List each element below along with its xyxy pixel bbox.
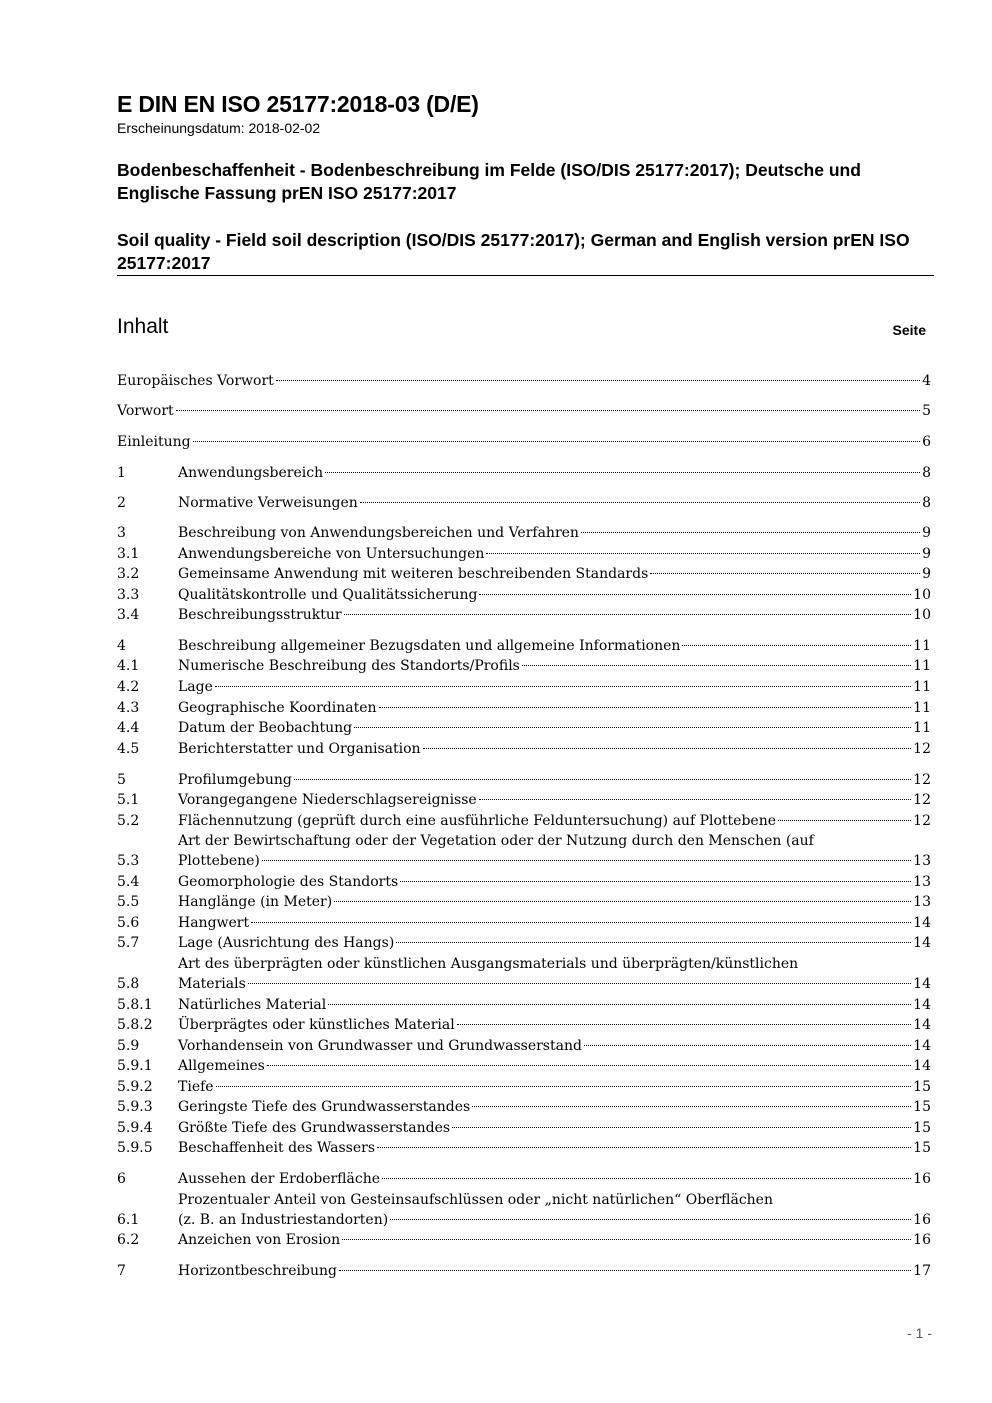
toc-entry-number: 5.9.4: [117, 1120, 153, 1136]
toc-dot-leader: [778, 820, 911, 821]
toc-entry-label: Überprägtes oder künstliches Material: [178, 1017, 455, 1033]
toc-entry-page: 14: [913, 997, 931, 1013]
toc-entry-label: Anzeichen von Erosion: [178, 1232, 341, 1248]
toc-entry[interactable]: [117, 698, 931, 718]
toc-dot-leader: [262, 860, 911, 861]
toc-entry[interactable]: [117, 974, 931, 994]
toc-entry-page: 11: [913, 679, 931, 695]
toc-entry-label: Flächennutzung (geprüft durch eine ausführliche Felduntersuchung) auf Plottebene: [178, 813, 776, 829]
toc-entry[interactable]: [117, 605, 931, 625]
toc-dot-leader: [344, 614, 912, 615]
toc-entry-page: 12: [913, 813, 931, 829]
toc-dot-leader: [193, 441, 921, 442]
toc-entry-number: 5.8.1: [117, 997, 153, 1013]
toc-entry-label: Plottebene): [178, 853, 260, 869]
toc-entry-label: Materials: [178, 976, 246, 992]
toc-entry[interactable]: [117, 790, 931, 810]
toc-dot-leader: [176, 410, 920, 411]
toc-dot-leader: [452, 1127, 911, 1128]
toc-entry-label: Einleitung: [117, 434, 191, 450]
toc-entry-page: 13: [913, 853, 931, 869]
toc-entry[interactable]: [117, 493, 931, 513]
toc-entry[interactable]: [117, 739, 931, 759]
toc-dot-leader: [382, 1178, 911, 1179]
toc-entry-page: 15: [913, 1079, 931, 1095]
toc-entry-continuation: [117, 1190, 931, 1210]
toc-entry-number: 3.3: [117, 587, 140, 603]
toc-entry-number: 4.4: [117, 720, 140, 736]
toc-entry[interactable]: [117, 523, 931, 543]
toc-entry-label: Beschreibungsstruktur: [178, 607, 342, 623]
toc-dot-leader: [377, 1147, 911, 1148]
toc-entry-page: 12: [913, 772, 931, 788]
toc-dot-leader: [325, 472, 920, 473]
toc-entry-label: Vorhandensein von Grundwasser und Grundwasserstand: [178, 1038, 582, 1054]
toc-dot-leader: [486, 553, 920, 554]
toc-entry-page: 13: [913, 874, 931, 890]
toc-dot-leader: [522, 665, 911, 666]
toc-dot-leader: [479, 799, 911, 800]
toc-dot-leader: [650, 573, 920, 574]
document-id: E DIN EN ISO 25177:2018-03 (D/E): [117, 91, 479, 117]
toc-dot-leader: [328, 1004, 911, 1005]
toc-entry-number: 5.7: [117, 935, 140, 951]
toc-entry-number: 5.2: [117, 813, 140, 829]
toc-entry[interactable]: [117, 564, 931, 584]
toc-entry[interactable]: [117, 718, 931, 738]
toc-entry-page: 8: [922, 495, 931, 511]
toc-entry-label: Geographische Koordinaten: [178, 700, 377, 716]
toc-entry-label: Anwendungsbereiche von Untersuchungen: [178, 546, 485, 562]
toc-dot-leader: [267, 1065, 911, 1066]
toc-entry-page: 14: [913, 976, 931, 992]
toc-entry[interactable]: [117, 1261, 931, 1281]
toc-entry-number: 5.9.2: [117, 1079, 153, 1095]
toc-entry-page: 4: [922, 373, 931, 389]
toc-entry-label: Lage (Ausrichtung des Hangs): [178, 935, 395, 951]
toc-entry-number: 5.9.1: [117, 1058, 153, 1074]
toc-entry-number: 6.1: [117, 1212, 140, 1228]
toc-entry-label: Normative Verweisungen: [178, 495, 358, 511]
toc-entry-label-line1: Art des überprägten oder künstlichen Ausgangsmaterials und überprägten/künstlichen: [178, 956, 799, 972]
toc-entry-page: 16: [913, 1171, 931, 1187]
toc-entry-page: 11: [913, 658, 931, 674]
toc-entry-number: 6.2: [117, 1232, 140, 1248]
toc-entry[interactable]: [117, 544, 931, 564]
toc-entry-label: Vorangegangene Niederschlagsereignisse: [178, 792, 477, 808]
toc-entry-page: 16: [913, 1212, 931, 1228]
toc-dot-leader: [472, 1106, 911, 1107]
toc-entry-page: 5: [922, 403, 931, 419]
toc-dot-leader: [682, 645, 911, 646]
toc-entry[interactable]: [117, 1056, 931, 1076]
toc-entry-number: 5.9.3: [117, 1099, 153, 1115]
toc-dot-leader: [390, 1219, 911, 1220]
toc-entry[interactable]: [117, 913, 931, 933]
toc-entry-number: 5: [117, 772, 126, 788]
toc-page-column-label: Seite: [892, 322, 926, 338]
toc-dot-leader: [457, 1024, 911, 1025]
toc-entry[interactable]: [117, 656, 931, 676]
toc-dot-leader: [342, 1239, 911, 1240]
toc-entry-label: Anwendungsbereich: [178, 465, 324, 481]
toc-entry[interactable]: [117, 1230, 931, 1250]
toc-entry-label: Geringste Tiefe des Grundwasserstandes: [178, 1099, 471, 1115]
toc-entry[interactable]: [117, 677, 931, 697]
toc-entry-label: Profilumgebung: [178, 772, 292, 788]
toc-entry[interactable]: [117, 1210, 931, 1230]
toc-entry-number: 5.8: [117, 976, 140, 992]
toc-entry[interactable]: [117, 1015, 931, 1035]
toc-entry-page: 14: [913, 1017, 931, 1033]
toc-entry-label: Beschaffenheit des Wassers: [178, 1140, 375, 1156]
toc-entry-label: Lage: [178, 679, 213, 695]
toc-entry-number: 3: [117, 525, 126, 541]
toc-entry-number: 5.8.2: [117, 1017, 153, 1033]
toc-entry-label: Berichterstatter und Organisation: [178, 741, 421, 757]
toc-entry-page: 15: [913, 1140, 931, 1156]
toc-entry-page: 14: [913, 1058, 931, 1074]
toc-entry-number: 5.3: [117, 853, 140, 869]
publication-date: Erscheinungsdatum: 2018-02-02: [117, 120, 321, 136]
toc-entry-page: 8: [922, 465, 931, 481]
toc-entry-label-line1: Prozentualer Anteil von Gesteinsaufschlüssen oder „nicht natürlichen“ Oberflächen: [178, 1192, 773, 1208]
toc-entry[interactable]: [117, 401, 931, 421]
toc-entry-number: 6: [117, 1171, 126, 1187]
toc-entry-number: 5.6: [117, 915, 140, 931]
toc-entry-number: 5.9.5: [117, 1140, 153, 1156]
toc-entry-label: Numerische Beschreibung des Standorts/Profils: [178, 658, 520, 674]
toc-entry[interactable]: [117, 463, 931, 483]
toc-dot-leader: [339, 1270, 911, 1271]
toc-entry-label: Datum der Beobachtung: [178, 720, 353, 736]
toc-entry-page: 13: [913, 894, 931, 910]
toc-dot-leader: [400, 881, 911, 882]
toc-entry-label: Natürliches Material: [178, 997, 327, 1013]
toc-entry-page: 10: [913, 587, 931, 603]
toc-entry[interactable]: [117, 770, 931, 790]
toc-dot-leader: [360, 502, 920, 503]
header-divider: [117, 275, 934, 276]
toc-entry-label: Hangwert: [178, 915, 250, 931]
toc-entry-page: 15: [913, 1120, 931, 1136]
toc-entry-number: 1: [117, 465, 126, 481]
toc-dot-leader: [379, 707, 912, 708]
toc-dot-leader: [334, 901, 911, 902]
toc-entry-number: 3.4: [117, 607, 140, 623]
toc-dot-leader: [248, 983, 911, 984]
toc-entry[interactable]: [117, 636, 931, 656]
toc-entry[interactable]: [117, 872, 931, 892]
toc-entry-page: 9: [922, 546, 931, 562]
toc-entry-label: Horizontbeschreibung: [178, 1263, 337, 1279]
toc-entry-number: 4.5: [117, 741, 140, 757]
toc-entry-page: 11: [913, 720, 931, 736]
toc-entry[interactable]: [117, 432, 931, 452]
toc-entry-number: 3.2: [117, 566, 140, 582]
toc-dot-leader: [584, 1045, 911, 1046]
toc-entry-label: Allgemeines: [178, 1058, 265, 1074]
toc-entry-page: 14: [913, 915, 931, 931]
toc-entry[interactable]: [117, 995, 931, 1015]
toc-entry-page: 6: [922, 434, 931, 450]
toc-entry-page: 11: [913, 638, 931, 654]
toc-entry-number: 5.9: [117, 1038, 140, 1054]
toc-entry-page: 9: [922, 566, 931, 582]
toc-entry-number: 4.1: [117, 658, 140, 674]
toc-dot-leader: [215, 686, 911, 687]
toc-entry-page: 14: [913, 935, 931, 951]
toc-entry-label: Beschreibung allgemeiner Bezugsdaten und allgemeine Informationen: [178, 638, 681, 654]
toc-dot-leader: [251, 922, 911, 923]
toc-entry-number: 4.2: [117, 679, 140, 695]
page-number: - 1 -: [907, 1325, 932, 1341]
toc-entry-page: 14: [913, 1038, 931, 1054]
toc-entry-label: Vorwort: [117, 403, 174, 419]
toc-entry[interactable]: [117, 1138, 931, 1158]
toc-entry[interactable]: [117, 851, 931, 871]
toc-entry-continuation: [117, 831, 931, 851]
toc-dot-leader: [581, 532, 920, 533]
toc-entry-number: 2: [117, 495, 126, 511]
toc-dot-leader: [479, 594, 911, 595]
toc-entry-label: Hanglänge (in Meter): [178, 894, 333, 910]
toc-entry-label-line1: Art der Bewirtschaftung oder der Vegetation oder der Nutzung durch den Menschen (auf: [178, 833, 814, 849]
toc-dot-leader: [276, 380, 920, 381]
toc-entry-label: Qualitätskontrolle und Qualitätssicherung: [178, 587, 478, 603]
toc-entry[interactable]: [117, 1097, 931, 1117]
toc-entry-continuation: [117, 954, 931, 974]
toc-entry-number: 3.1: [117, 546, 140, 562]
toc-entry-number: 4.3: [117, 700, 140, 716]
toc-entry-label: (z. B. an Industriestandorten): [178, 1212, 389, 1228]
toc-dot-leader: [216, 1086, 912, 1087]
toc-entry[interactable]: [117, 1118, 931, 1138]
toc-entry-number: 5.5: [117, 894, 140, 910]
title-english: Soil quality - Field soil description (ISO/DIS 25177:2017); German and English version prEN ISO 25177:2017: [117, 230, 910, 273]
toc-entry[interactable]: [117, 371, 931, 391]
toc-entry-number: 5.4: [117, 874, 140, 890]
toc-entry-label: Tiefe: [178, 1079, 214, 1095]
toc-entry-label: Aussehen der Erdoberfläche: [178, 1171, 381, 1187]
title-german: Bodenbeschaffenheit - Bodenbeschreibung im Felde (ISO/DIS 25177:2017); Deutsche und Englische Fassung prEN ISO 25177:2017: [117, 160, 861, 203]
toc-entry-page: 11: [913, 700, 931, 716]
toc-entry[interactable]: [117, 933, 931, 953]
toc-entry-label: Gemeinsame Anwendung mit weiteren beschreibenden Standards: [178, 566, 649, 582]
toc-entry-label: Beschreibung von Anwendungsbereichen und Verfahren: [178, 525, 579, 541]
toc-entry-label: Größte Tiefe des Grundwasserstandes: [178, 1120, 451, 1136]
toc-dot-leader: [423, 748, 912, 749]
toc-entry[interactable]: [117, 1169, 931, 1189]
toc-entry-page: 17: [913, 1263, 931, 1279]
toc-dot-leader: [354, 727, 911, 728]
toc-entry-page: 16: [913, 1232, 931, 1248]
toc-heading: Inhalt: [117, 315, 169, 338]
toc-entry-label: Geomorphologie des Standorts: [178, 874, 399, 890]
toc-dot-leader: [294, 779, 911, 780]
toc-entry[interactable]: [117, 892, 931, 912]
toc-entry[interactable]: [117, 585, 931, 605]
toc-entry-page: 10: [913, 607, 931, 623]
toc-entry-label: Europäisches Vorwort: [117, 373, 274, 389]
toc-entry-page: 12: [913, 741, 931, 757]
toc-dot-leader: [396, 942, 911, 943]
toc-entry-number: 7: [117, 1263, 126, 1279]
toc-entry[interactable]: [117, 1077, 931, 1097]
toc-entry-page: 12: [913, 792, 931, 808]
toc-entry-page: 15: [913, 1099, 931, 1115]
toc-entry-number: 5.1: [117, 792, 140, 808]
toc-entry[interactable]: [117, 1036, 931, 1056]
toc-entry-page: 9: [922, 525, 931, 541]
toc-entry[interactable]: [117, 811, 931, 831]
toc-entry-number: 4: [117, 638, 126, 654]
